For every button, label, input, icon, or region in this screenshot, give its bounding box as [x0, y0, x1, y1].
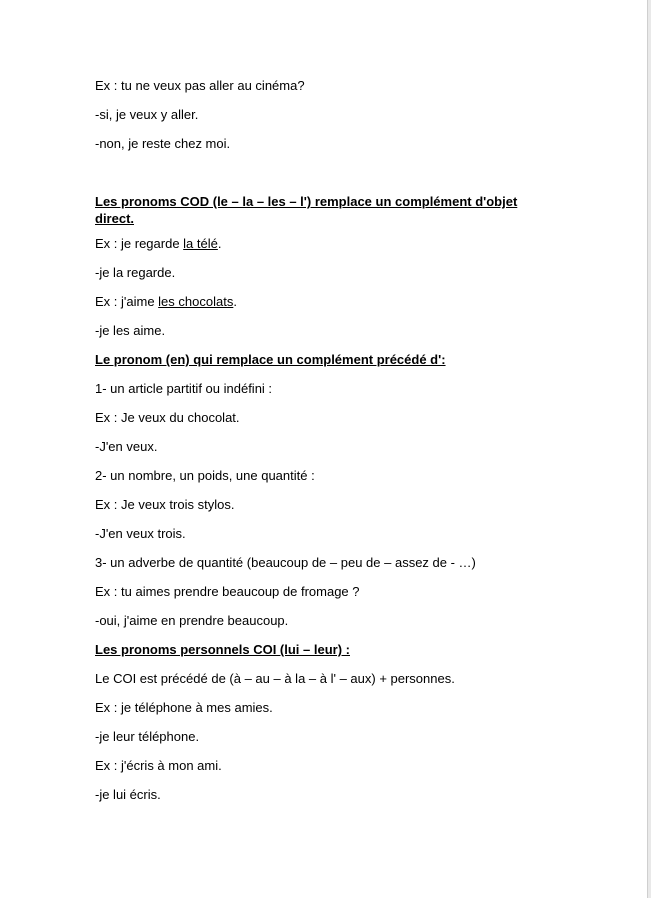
- en-item-3-answer: -oui, j'aime en prendre beaucoup.: [95, 613, 289, 628]
- heading-cod: Les pronoms COD (le – la – les – l') remplace un complément d'objet direct.: [95, 194, 518, 226]
- cod-example-1-underlined: la télé: [183, 236, 218, 251]
- cod-example-1-suffix: .: [217, 236, 222, 251]
- en-item-1-answer: -J'en veux.: [95, 439, 158, 454]
- cod-example-2-suffix: .: [233, 294, 237, 309]
- en-item-2: 2- un nombre, un poids, une quantité :: [95, 468, 315, 483]
- en-item-3-example: Ex : tu aimes prendre beaucoup de fromage ?: [95, 584, 360, 599]
- cod-example-1-prefix: Ex : je regarde: [95, 236, 184, 251]
- coi-answer-2: -je lui écris.: [95, 787, 161, 802]
- en-item-1: 1- un article partitif ou indéfini :: [95, 381, 273, 396]
- cod-answer-1: -je la regarde.: [95, 265, 176, 280]
- document-body: [95, 77, 535, 815]
- answer-yes: -si, je veux y aller.: [95, 107, 199, 122]
- en-item-2-answer: -J'en veux trois.: [95, 526, 186, 541]
- en-item-1-example: Ex : Je veux du chocolat.: [95, 410, 240, 425]
- coi-rule: Le COI est précédé de (à – au – à la – à l' – aux) + personnes.: [95, 671, 455, 686]
- spacer: [95, 164, 535, 193]
- example-cinema: Ex : tu ne veux pas aller au cinéma?: [95, 78, 305, 93]
- en-item-2-example: Ex : Je veux trois stylos.: [95, 497, 235, 512]
- cod-example-2-underlined: les chocolats: [158, 294, 234, 309]
- coi-example-1: Ex : je téléphone à mes amies.: [95, 700, 273, 715]
- coi-example-2: Ex : j'écris à mon ami.: [95, 758, 222, 773]
- answer-no: -non, je reste chez moi.: [95, 136, 231, 151]
- heading-en: Le pronom (en) qui remplace un complément précédé d':: [95, 352, 446, 367]
- heading-coi: Les pronoms personnels COI (lui – leur) :: [95, 642, 350, 657]
- cod-answer-2: -je les aime.: [95, 323, 166, 338]
- en-item-3: 3- un adverbe de quantité (beaucoup de – peu de – assez de - …): [95, 555, 476, 570]
- coi-answer-1: -je leur téléphone.: [95, 729, 200, 744]
- cod-example-1: [95, 235, 535, 252]
- cod-example-2-prefix: Ex : j'aime: [95, 294, 159, 309]
- cod-example-2: [95, 293, 535, 310]
